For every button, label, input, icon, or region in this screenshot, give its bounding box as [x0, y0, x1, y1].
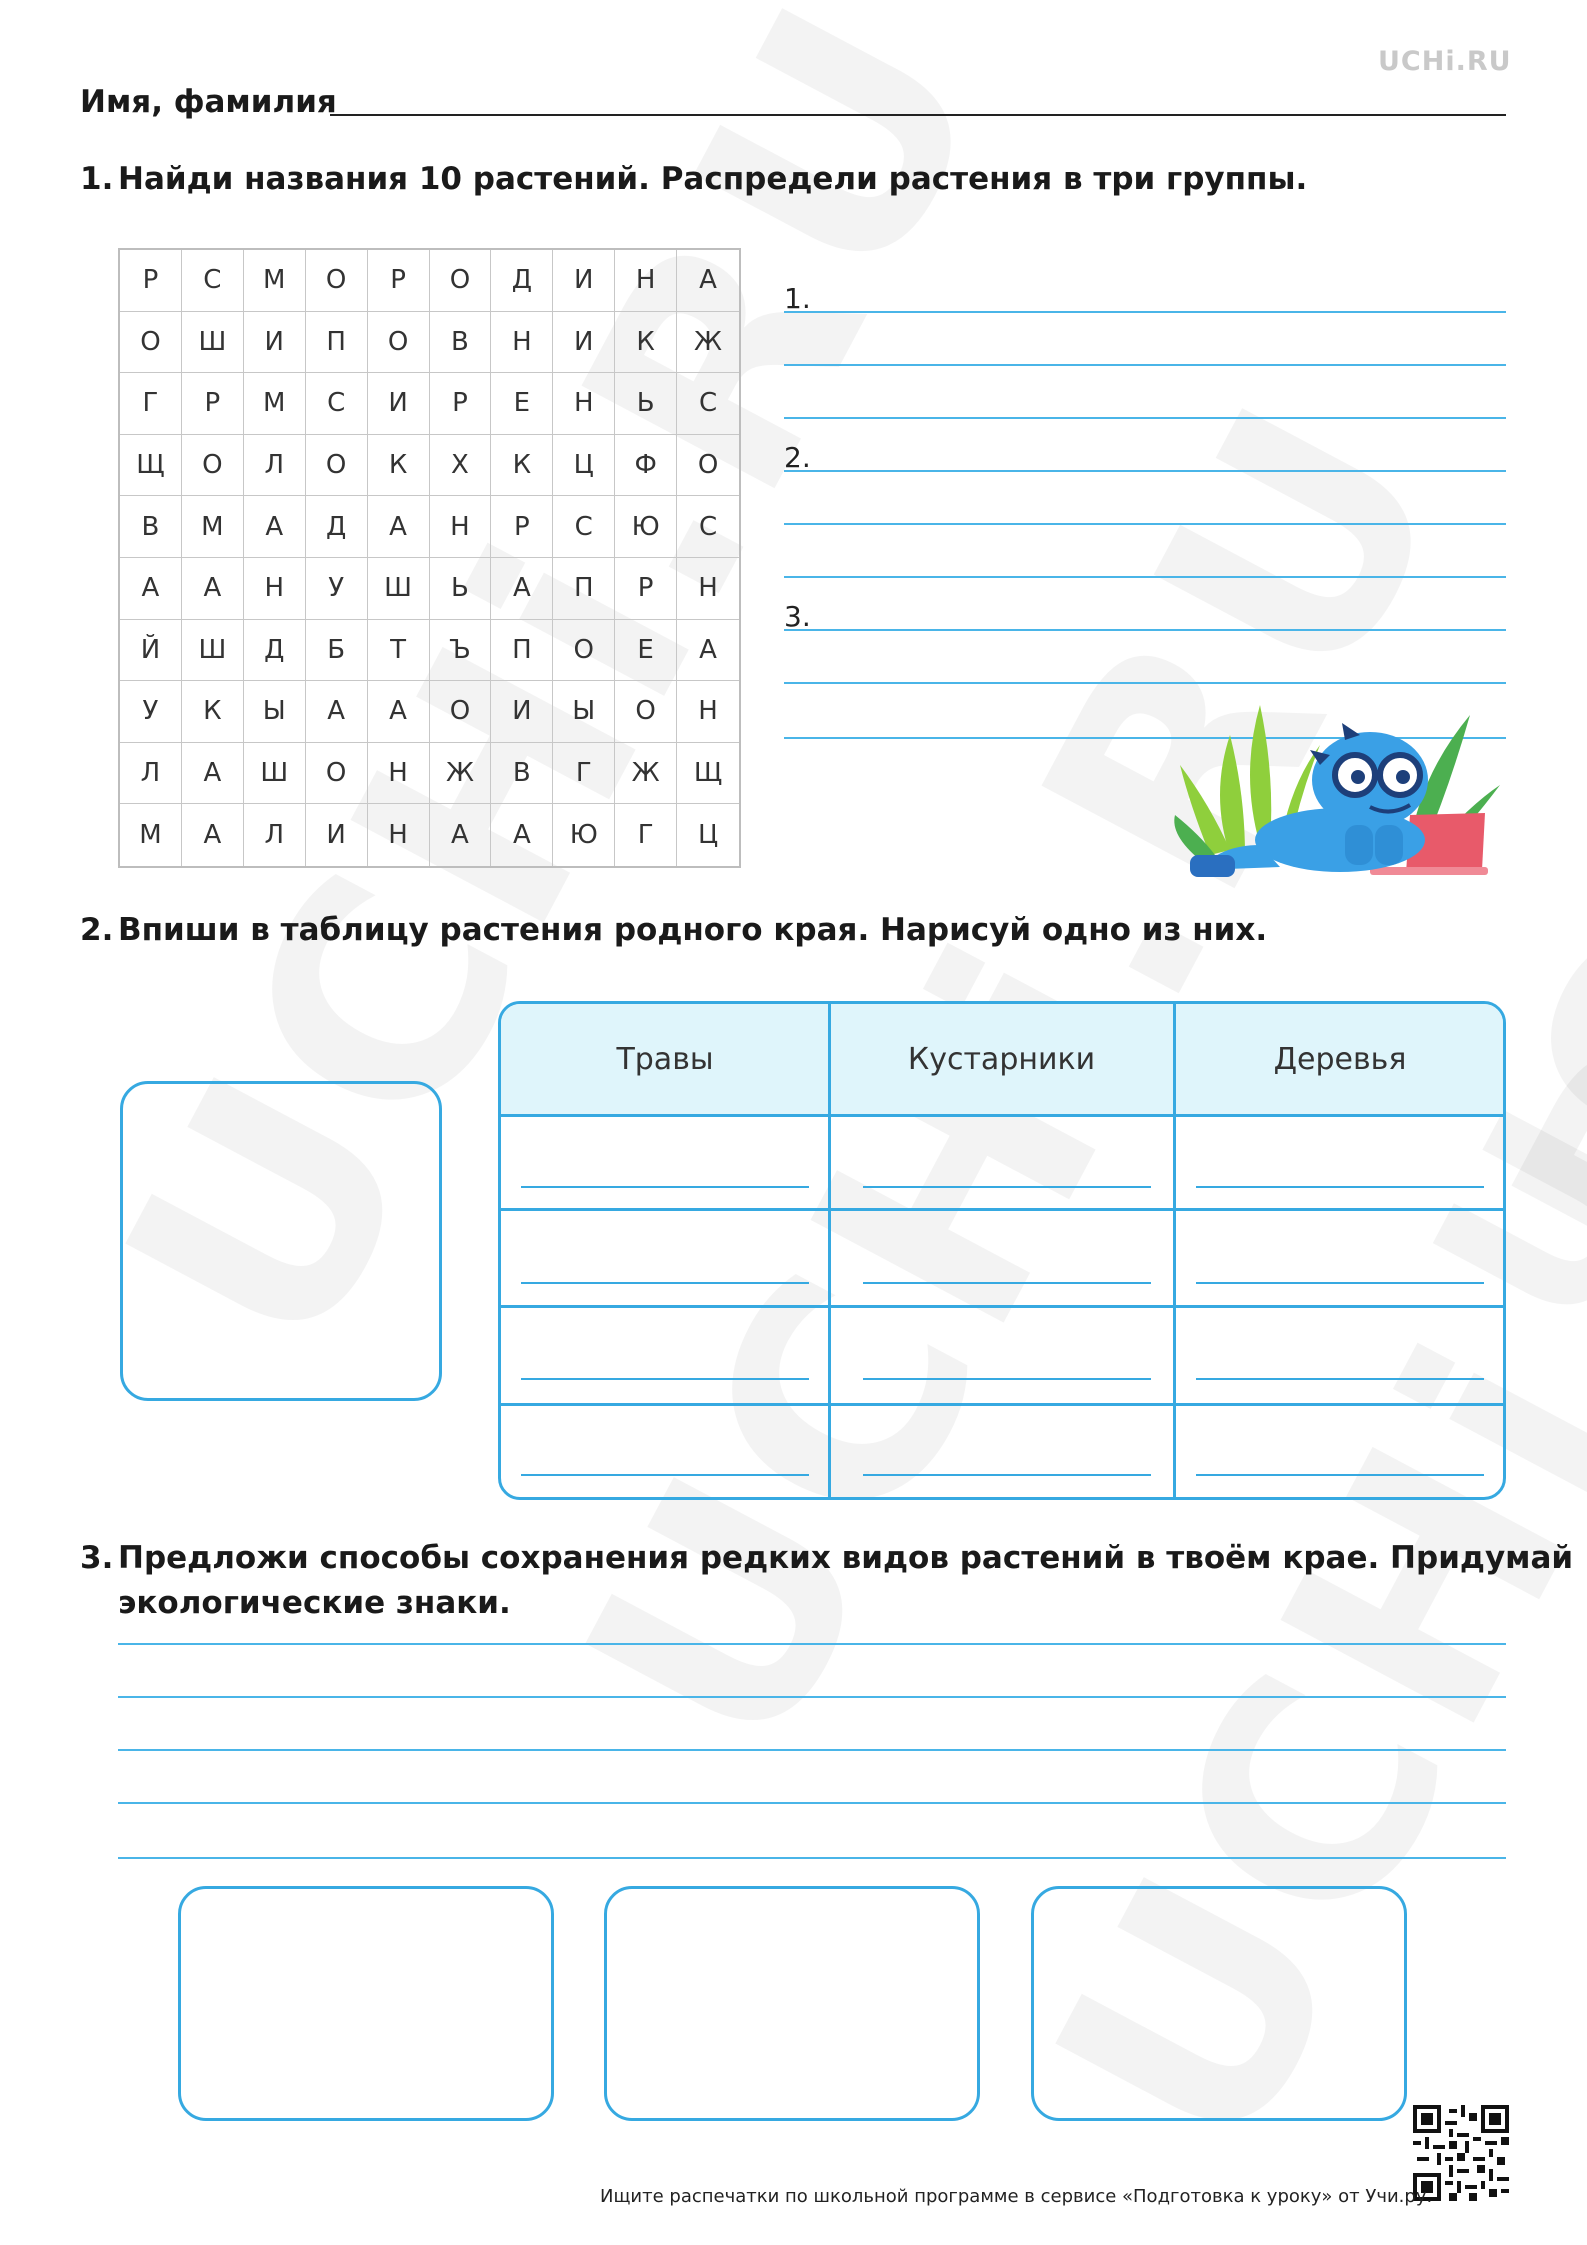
grid-cell[interactable]: Ь [615, 373, 677, 435]
answer-line-5[interactable] [118, 1857, 1506, 1859]
table-row-separator [501, 1403, 1503, 1406]
table-row-separator [501, 1114, 1503, 1117]
shrubs-line-1[interactable] [863, 1186, 1151, 1188]
grid-cell[interactable]: Н [368, 743, 430, 805]
task3-number: 3. [80, 1540, 114, 1576]
grid-cell[interactable]: О [306, 435, 368, 497]
eco-sign-box-1[interactable] [178, 1886, 554, 2121]
task2-number: 2. [80, 912, 114, 948]
grid-cell[interactable]: О [553, 620, 615, 682]
grid-cell[interactable]: В [120, 496, 182, 558]
grid-cell[interactable]: Н [677, 681, 739, 743]
grid-cell[interactable]: О [120, 312, 182, 374]
trees-line-4[interactable] [1196, 1474, 1484, 1476]
grid-cell[interactable]: Д [306, 496, 368, 558]
plants-table [498, 1001, 1506, 1500]
task3-title-line2: экологические знаки. [118, 1585, 511, 1621]
eco-sign-box-3[interactable] [1031, 1886, 1407, 2121]
shrubs-line-2[interactable] [863, 1282, 1151, 1284]
dino-mascot-icon [1170, 695, 1510, 880]
group-3-line-2[interactable] [784, 682, 1506, 684]
grid-cell[interactable]: Н [368, 804, 430, 866]
brand-logo: UCHi.RU [1378, 46, 1512, 77]
grid-cell[interactable]: Г [120, 373, 182, 435]
grid-cell[interactable]: А [677, 620, 739, 682]
eco-sign-box-2[interactable] [604, 1886, 980, 2121]
grid-cell[interactable]: И [491, 681, 553, 743]
column-herbs: Травы [616, 1041, 714, 1077]
grid-cell[interactable]: А [182, 804, 244, 866]
grid-cell[interactable]: О [306, 250, 368, 312]
grid-cell[interactable]: Н [677, 558, 739, 620]
grid-cell[interactable]: М [120, 804, 182, 866]
trees-line-2[interactable] [1196, 1282, 1484, 1284]
grid-cell[interactable]: О [368, 312, 430, 374]
grid-cell[interactable]: С [182, 250, 244, 312]
drawing-box[interactable] [120, 1081, 442, 1401]
group-2-line-1[interactable] [784, 470, 1506, 472]
grid-cell[interactable]: Р [120, 250, 182, 312]
herbs-line-2[interactable] [521, 1282, 809, 1284]
trees-line-1[interactable] [1196, 1186, 1484, 1188]
group-3-label: 3. [784, 600, 811, 633]
grid-cell[interactable]: К [182, 681, 244, 743]
grid-cell[interactable]: Л [244, 435, 306, 497]
grid-cell[interactable]: Ш [182, 620, 244, 682]
grid-cell[interactable]: Н [244, 558, 306, 620]
grid-cell[interactable]: Р [182, 373, 244, 435]
grid-cell[interactable]: И [368, 373, 430, 435]
grid-cell[interactable]: К [491, 435, 553, 497]
grid-cell[interactable]: А [182, 558, 244, 620]
grid-cell[interactable]: Ю [553, 804, 615, 866]
column-shrubs: Кустарники [907, 1041, 1096, 1077]
group-3-line-1[interactable] [784, 629, 1506, 631]
grid-cell[interactable]: И [306, 804, 368, 866]
grid-cell[interactable]: Ц [697, 820, 719, 851]
grid-cell[interactable]: П [491, 620, 553, 682]
grid-cell[interactable]: С [306, 373, 368, 435]
footer-note: Ищите распечатки по школьной программе в сервисе «Подготовка к уроку» от Учи.ру. [600, 2186, 1433, 2207]
shrubs-line-3[interactable] [863, 1378, 1151, 1380]
grid-cell[interactable]: О [306, 743, 368, 805]
word-search-grid [118, 248, 741, 868]
grid-cell[interactable]: А [491, 804, 553, 866]
grid-cell[interactable]: Р [430, 373, 492, 435]
grid-cell[interactable]: А [306, 681, 368, 743]
grid-cell[interactable]: Х [430, 435, 492, 497]
grid-cell[interactable]: Р [615, 558, 677, 620]
grid-cell[interactable]: Д [244, 620, 306, 682]
grid-cell[interactable]: Ь [430, 558, 492, 620]
name-field-line[interactable] [330, 114, 1506, 116]
grid-cell[interactable]: Ы [553, 681, 615, 743]
grid-cell[interactable]: И [553, 250, 615, 312]
grid-cell[interactable]: Ы [244, 681, 306, 743]
grid-cell[interactable]: Ц [553, 435, 615, 497]
group-1-line-3[interactable] [784, 417, 1506, 419]
grid-cell[interactable]: О [182, 435, 244, 497]
grid-cell[interactable]: Д [491, 250, 553, 312]
grid-cell[interactable]: А [182, 743, 244, 805]
grid-cell[interactable]: Ш [368, 558, 430, 620]
group-2-line-3[interactable] [784, 576, 1506, 578]
grid-cell[interactable]: П [553, 558, 615, 620]
herbs-line-1[interactable] [521, 1186, 809, 1188]
grid-cell[interactable]: Л [120, 743, 182, 805]
answer-line-1[interactable] [118, 1643, 1506, 1645]
grid-cell[interactable]: Н [615, 250, 677, 312]
task1-title [80, 159, 1307, 199]
grid-cell[interactable]: П [306, 312, 368, 374]
answer-line-4[interactable] [118, 1802, 1506, 1804]
grid-cell[interactable]: Ж [615, 743, 677, 805]
grid-cell[interactable]: Т [368, 620, 430, 682]
task3-text-line1: Предложи способы сохранения редких видов растений в твоём крае. Придумай [118, 1540, 1574, 1576]
grid-cell[interactable]: В [491, 743, 553, 805]
grid-cell[interactable]: Н [430, 496, 492, 558]
grid-cell[interactable]: Е [491, 373, 553, 435]
group-1-line-1[interactable] [784, 311, 1506, 313]
group-2-line-2[interactable] [784, 523, 1506, 525]
grid-cell[interactable]: У [306, 558, 368, 620]
task2-title [80, 910, 1267, 950]
shrubs-line-4[interactable] [863, 1474, 1151, 1476]
grid-cell[interactable]: А [677, 250, 739, 312]
grid-cell[interactable]: Е [615, 620, 677, 682]
grid-cell[interactable]: Ш [244, 743, 306, 805]
answer-line-3[interactable] [118, 1749, 1506, 1751]
grid-cell[interactable]: А [244, 496, 306, 558]
table-divider-2 [1173, 1004, 1176, 1497]
trees-line-3[interactable] [1196, 1378, 1484, 1380]
grid-cell[interactable]: О [430, 681, 492, 743]
herbs-line-3[interactable] [521, 1378, 809, 1380]
grid-cell[interactable]: Ж [677, 312, 739, 374]
grid-cell[interactable]: С [553, 496, 615, 558]
group-1-label: 1. [784, 282, 811, 315]
task3-title [80, 1538, 1573, 1578]
grid-cell[interactable]: Ф [615, 435, 677, 497]
table-divider-1 [828, 1004, 831, 1497]
grid-cell[interactable]: Р [491, 496, 553, 558]
grid-cell[interactable]: О [615, 681, 677, 743]
grid-cell[interactable]: М [182, 496, 244, 558]
grid-cell[interactable]: У [120, 681, 182, 743]
name-label: Имя, фамилия [80, 84, 337, 120]
grid-cell[interactable]: В [430, 312, 492, 374]
grid-cell[interactable]: А [491, 558, 553, 620]
answer-line-2[interactable] [118, 1696, 1506, 1698]
grid-cell[interactable]: А [368, 681, 430, 743]
grid-cell[interactable]: А [430, 804, 492, 866]
grid-cell[interactable]: Н [553, 373, 615, 435]
grid-cell[interactable]: Й [120, 620, 182, 682]
grid-cell[interactable]: А [120, 558, 182, 620]
task2-text: Впиши в таблицу растения родного края. Нарисуй одно из них. [118, 912, 1268, 948]
grid-cell[interactable]: Р [368, 250, 430, 312]
grid-cell[interactable]: К [615, 312, 677, 374]
herbs-line-4[interactable] [521, 1474, 809, 1476]
group-2-label: 2. [784, 441, 811, 474]
grid-cell[interactable]: Ш [182, 312, 244, 374]
grid-cell[interactable]: Ж [430, 743, 492, 805]
grid-cell[interactable]: Н [491, 312, 553, 374]
grid-cell[interactable]: Г [615, 804, 677, 866]
grid-cell[interactable]: С [677, 496, 739, 558]
grid-cell[interactable]: Г [553, 743, 615, 805]
grid-cell[interactable]: Б [306, 620, 368, 682]
table-row-separator [501, 1305, 1503, 1308]
column-trees: Деревья [1273, 1041, 1407, 1077]
grid-cell[interactable]: Щ [677, 743, 739, 805]
task1-text: Найди названия 10 растений. Распредели растения в три группы. [118, 161, 1308, 197]
grid-cell[interactable]: Ъ [430, 620, 492, 682]
grid-cell[interactable]: Щ [120, 435, 182, 497]
grid-cell[interactable]: М [244, 373, 306, 435]
grid-cell[interactable]: Ю [615, 496, 677, 558]
grid-cell[interactable]: О [430, 250, 492, 312]
grid-cell[interactable]: М [244, 250, 306, 312]
grid-cell[interactable]: А [368, 496, 430, 558]
group-1-line-2[interactable] [784, 364, 1506, 366]
grid-cell[interactable]: И [244, 312, 306, 374]
grid-cell[interactable]: И [553, 312, 615, 374]
table-row-separator [501, 1208, 1503, 1211]
grid-cell[interactable]: О [677, 435, 739, 497]
task1-number: 1. [80, 161, 114, 197]
grid-cell[interactable]: Л [244, 804, 306, 866]
grid-cell[interactable]: С [677, 373, 739, 435]
grid-cell[interactable]: К [368, 435, 430, 497]
